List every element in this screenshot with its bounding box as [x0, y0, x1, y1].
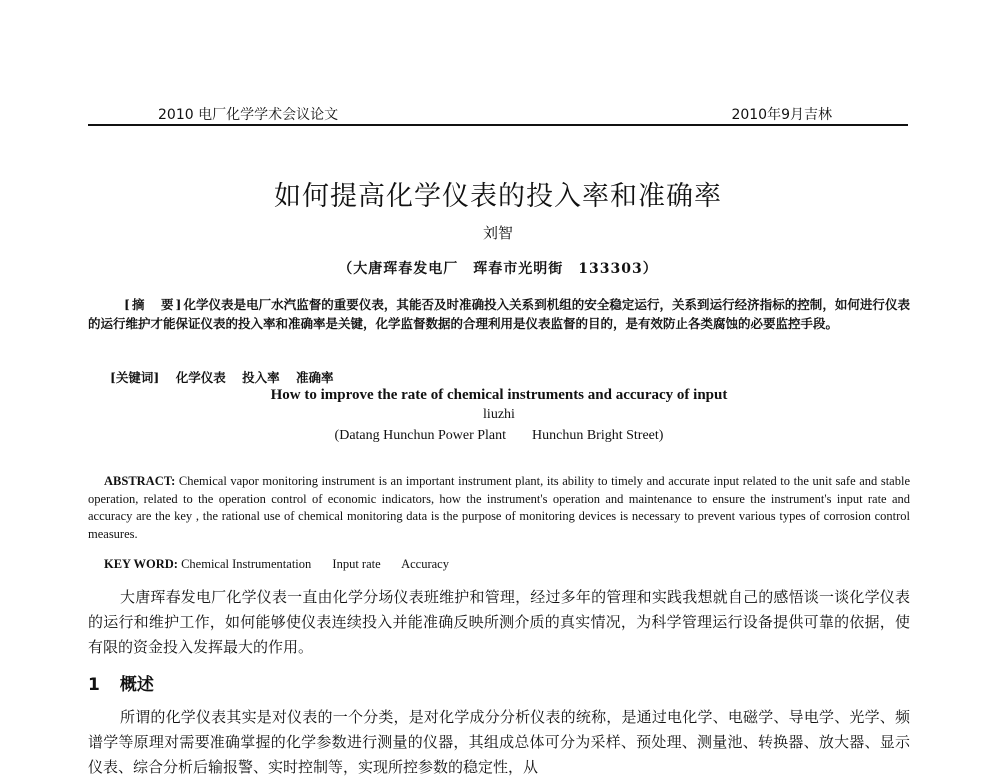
paper-affiliation: （大唐珲春发电厂 珲春市光明街 133303） — [338, 261, 658, 277]
abstract-cn-tag: [摘 要] — [124, 297, 184, 312]
english-title: How to improve the rate of chemical instruments and accuracy of input — [270, 387, 728, 403]
english-author: liuzhi — [483, 407, 515, 422]
english-affil-plant: (Datang Hunchun Power Plant — [334, 428, 507, 443]
paper-author: 刘智 — [482, 224, 513, 242]
keywords-english — [104, 557, 467, 572]
abstract-chinese — [88, 295, 910, 333]
header-conference: 2010 电厂化学学术会议论文 — [158, 107, 339, 123]
abstract-en-text: Chemical vapor monitoring instrument is an important instrument plant, its ability to timely and accurate input related to the unit safe and stable operation, related to the operation control of economic indicators, how the instrument's operation and maintenance to ensure the instrument's input rate and accuracy are the key , the rational use of chemical monitoring data is the purpose of monitoring devices is necessary to prevent various types of corrosion control measures. — [88, 474, 910, 541]
abstract-english — [88, 473, 910, 543]
abstract-cn-text: 化学仪表是电厂水汽监督的重要仪表，其能否及时准确投入关系到机组的安全稳定运行，关系到运行经济指标的控制，如何进行仪表的运行维护才能保证仪表的投入率和准确率是关键，化学监督数据的合理利用是仪表监督的目的，是有效防止各类腐蚀的必要监控手段。 — [88, 297, 910, 331]
english-affil-street: Hunchun Bright Street) — [532, 428, 664, 443]
keyword-en-item: Chemical Instrumentation — [181, 557, 312, 571]
keyword-en-item: Input rate — [332, 557, 381, 571]
keyword-cn-item: 投入率 — [242, 370, 280, 385]
section-title: 概述 — [119, 675, 154, 695]
keyword-cn-item: 化学仪表 — [175, 370, 226, 385]
running-header — [88, 104, 840, 126]
keyword-cn-item: 准确率 — [295, 370, 334, 385]
keywords-chinese — [110, 368, 345, 386]
section-number: 1 — [88, 675, 100, 695]
keywords-en-tag: KEY WORD: — [104, 557, 178, 571]
abstract-en-tag: ABSTRACT: — [104, 474, 176, 488]
header-rule — [88, 124, 908, 126]
keyword-en-item: Accuracy — [401, 557, 449, 571]
intro-paragraph: 大唐珲春发电厂化学仪表一直由化学分场仪表班维护和管理，经过多年的管理和实践我想就自己的感悟谈一谈化学仪表的运行和维护工作，如何能够使仪表连续投入并能准确反映所测介质的真实情况，为科学管理运行设备提供可靠的依据，使有限的资金投入发挥最大的作用。 — [88, 588, 910, 656]
english-affiliation — [88, 428, 910, 444]
paper-title: 如何提高化学仪表的投入率和准确率 — [274, 181, 722, 212]
keywords-cn-tag: [关键词] — [110, 370, 160, 385]
section-heading — [88, 670, 154, 695]
header-date-place: 2010年9月吉林 — [731, 107, 832, 123]
section-body-paragraph: 所谓的化学仪表其实是对仪表的一个分类，是对化学成分分析仪表的统称，是通过电化学、电磁学、导电学、光学、频谱学等原理对需要准确掌握的化学参数进行测量的仪器，其组成总体可分为采样、预处理、测量池、转换器、放大器、显示仪表、综合分析后输报警、实时控制等，实现所控参数的稳定性，从 — [88, 708, 910, 776]
